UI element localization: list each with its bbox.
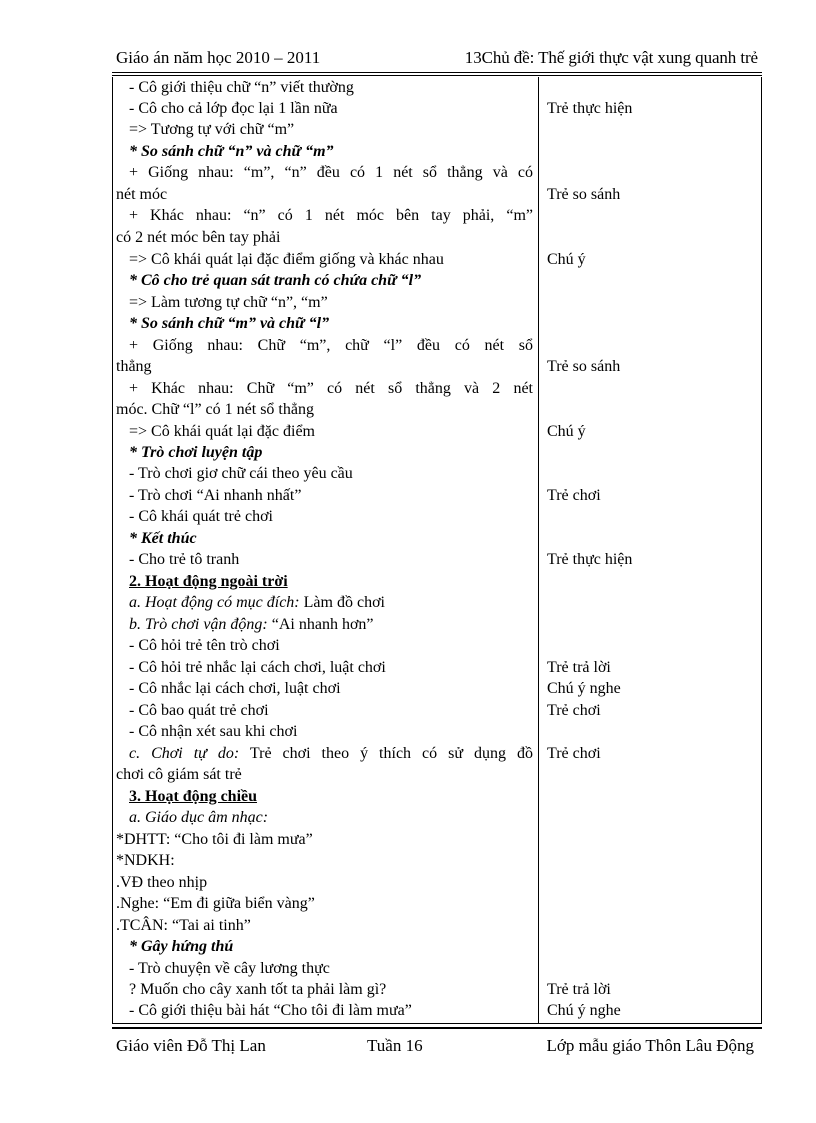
child-activity-cell: Trẻ chơi bbox=[547, 487, 601, 504]
activity-value: “Ai nhanh hơn” bbox=[267, 616, 374, 633]
activity-value: Trẻ chơi theo ý thích có sử dụng đồ bbox=[239, 745, 533, 762]
activity-cell: a. Giáo dục âm nhạc: bbox=[129, 809, 269, 826]
activity-cell: => Làm tương tự chữ “n”, “m” bbox=[129, 294, 328, 311]
activity-cell: chơi cô giám sát trẻ bbox=[116, 766, 242, 783]
child-activity-cell: Trẻ trả lời bbox=[547, 659, 611, 676]
child-activity-cell: Trẻ chơi bbox=[547, 702, 601, 719]
activity-cell: thẳng bbox=[116, 358, 152, 375]
activity-cell: - Cô hỏi trẻ nhắc lại cách chơi, luật chơi bbox=[129, 659, 386, 676]
child-activity-cell: Chú ý nghe bbox=[547, 680, 621, 697]
section-title-outdoor: 2. Hoạt động ngoài trời bbox=[129, 573, 288, 590]
activity-cell: => Cô khái quát lại đặc điểm bbox=[129, 423, 315, 440]
activity-cell bbox=[129, 743, 533, 764]
footer-week: Tuần 16 bbox=[367, 1036, 423, 1055]
section-heading: * Kết thúc bbox=[129, 530, 197, 547]
child-activity-cell: Trẻ so sánh bbox=[547, 186, 621, 203]
child-activity-cell: Chú ý bbox=[547, 251, 586, 268]
header-school-year: Giáo án năm học 2010 – 2011 bbox=[116, 48, 321, 67]
section-heading: * So sánh chữ “n” và chữ “m” bbox=[129, 143, 334, 160]
activity-cell: ? Muốn cho cây xanh tốt ta phải làm gì? bbox=[129, 981, 387, 998]
activity-cell: + Khác nhau: Chữ “m” có nét sổ thẳng và 2 nét bbox=[129, 380, 533, 397]
child-activity-cell: Trẻ chơi bbox=[547, 745, 601, 762]
activity-cell: - Cô nhận xét sau khi chơi bbox=[129, 723, 298, 740]
table-bottom-rule bbox=[112, 1023, 762, 1024]
activity-cell: *NDKH: bbox=[116, 852, 175, 869]
activity-cell: - Cô giới thiệu bài hát “Cho tôi đi làm mưa” bbox=[129, 1002, 412, 1019]
activity-cell: + Giống nhau: Chữ “m”, chữ “l” đều có nét sổ bbox=[129, 337, 533, 354]
child-activity-cell: Trẻ thực hiện bbox=[547, 100, 633, 117]
activity-cell: - Cô giới thiệu chữ “n” viết thường bbox=[129, 79, 354, 96]
activity-cell: nét móc bbox=[116, 186, 168, 203]
activity-cell: - Cô bao quát trẻ chơi bbox=[129, 702, 269, 719]
activity-cell: .Nghe: “Em đi giữa biển vàng” bbox=[116, 895, 315, 912]
child-activity-cell: Trẻ trả lời bbox=[547, 981, 611, 998]
section-title-afternoon: 3. Hoạt động chiều bbox=[129, 788, 258, 805]
child-activity-cell: Trẻ so sánh bbox=[547, 358, 621, 375]
table-column-divider bbox=[538, 77, 539, 1023]
section-heading: * Trò chơi luyện tập bbox=[129, 444, 263, 461]
activity-cell: - Trò chuyện về cây lương thực bbox=[129, 960, 330, 977]
activity-cell: - Cô cho cả lớp đọc lại 1 lần nữa bbox=[129, 100, 338, 117]
table-border-left bbox=[112, 77, 113, 1023]
activity-cell: => Cô khái quát lại đặc điểm giống và khác nhau bbox=[129, 251, 444, 268]
header-theme: 13Chủ đề: Thế giới thực vật xung quanh trẻ bbox=[464, 48, 758, 67]
page-header bbox=[112, 46, 762, 72]
child-activity-cell: Trẻ thực hiện bbox=[547, 551, 633, 568]
activity-cell: .VĐ theo nhịp bbox=[116, 874, 208, 891]
activity-cell: + Khác nhau: “n” có 1 nét móc bên tay phải, “m” bbox=[129, 207, 533, 224]
activity-cell: .TCÂN: “Tai ai tinh” bbox=[116, 917, 251, 934]
section-heading: * So sánh chữ “m” và chữ “l” bbox=[129, 315, 330, 332]
activity-label: a. Hoạt động có mục đích: bbox=[129, 594, 300, 611]
activity-cell: + Giống nhau: “m”, “n” đều có 1 nét sổ thẳng và có bbox=[129, 164, 533, 181]
activity-cell: - Cô nhắc lại cách chơi, luật chơi bbox=[129, 680, 341, 697]
child-activity-cell: Chú ý nghe bbox=[547, 1002, 621, 1019]
activity-cell bbox=[129, 592, 533, 613]
activity-cell: - Cô khái quát trẻ chơi bbox=[129, 508, 273, 525]
activity-label: c. Chơi tự do: bbox=[129, 745, 240, 762]
table-border-right bbox=[761, 77, 762, 1023]
activity-cell: - Trò chơi “Ai nhanh nhất” bbox=[129, 487, 302, 504]
section-heading: * Gây hứng thú bbox=[129, 938, 234, 955]
activity-cell: - Trò chơi giơ chữ cái theo yêu cầu bbox=[129, 465, 353, 482]
header-rule bbox=[112, 72, 762, 73]
footer-class: Lớp mẫu giáo Thôn Lâu Động bbox=[546, 1036, 754, 1055]
activity-cell: có 2 nét móc bên tay phải bbox=[116, 229, 281, 246]
activity-cell: => Tương tự với chữ “m” bbox=[129, 121, 295, 138]
section-heading: * Cô cho trẻ quan sát tranh có chứa chữ “l” bbox=[129, 272, 422, 289]
activity-cell bbox=[129, 614, 533, 635]
footer-rule bbox=[112, 1027, 762, 1029]
footer-teacher: Giáo viên Đỗ Thị Lan bbox=[116, 1036, 266, 1055]
page-footer bbox=[116, 1036, 762, 1060]
header-rule-double bbox=[112, 75, 762, 76]
child-activity-cell: Chú ý bbox=[547, 423, 586, 440]
activity-cell: - Cô hỏi trẻ tên trò chơi bbox=[129, 637, 280, 654]
activity-cell: móc. Chữ “l” có 1 nét sổ thẳng bbox=[116, 401, 314, 418]
activity-label: b. Trò chơi vận động: bbox=[129, 616, 268, 633]
activity-cell: *DHTT: “Cho tôi đi làm mưa” bbox=[116, 831, 313, 848]
activity-cell: - Cho trẻ tô tranh bbox=[129, 551, 240, 568]
activity-value: Làm đồ chơi bbox=[299, 594, 385, 611]
